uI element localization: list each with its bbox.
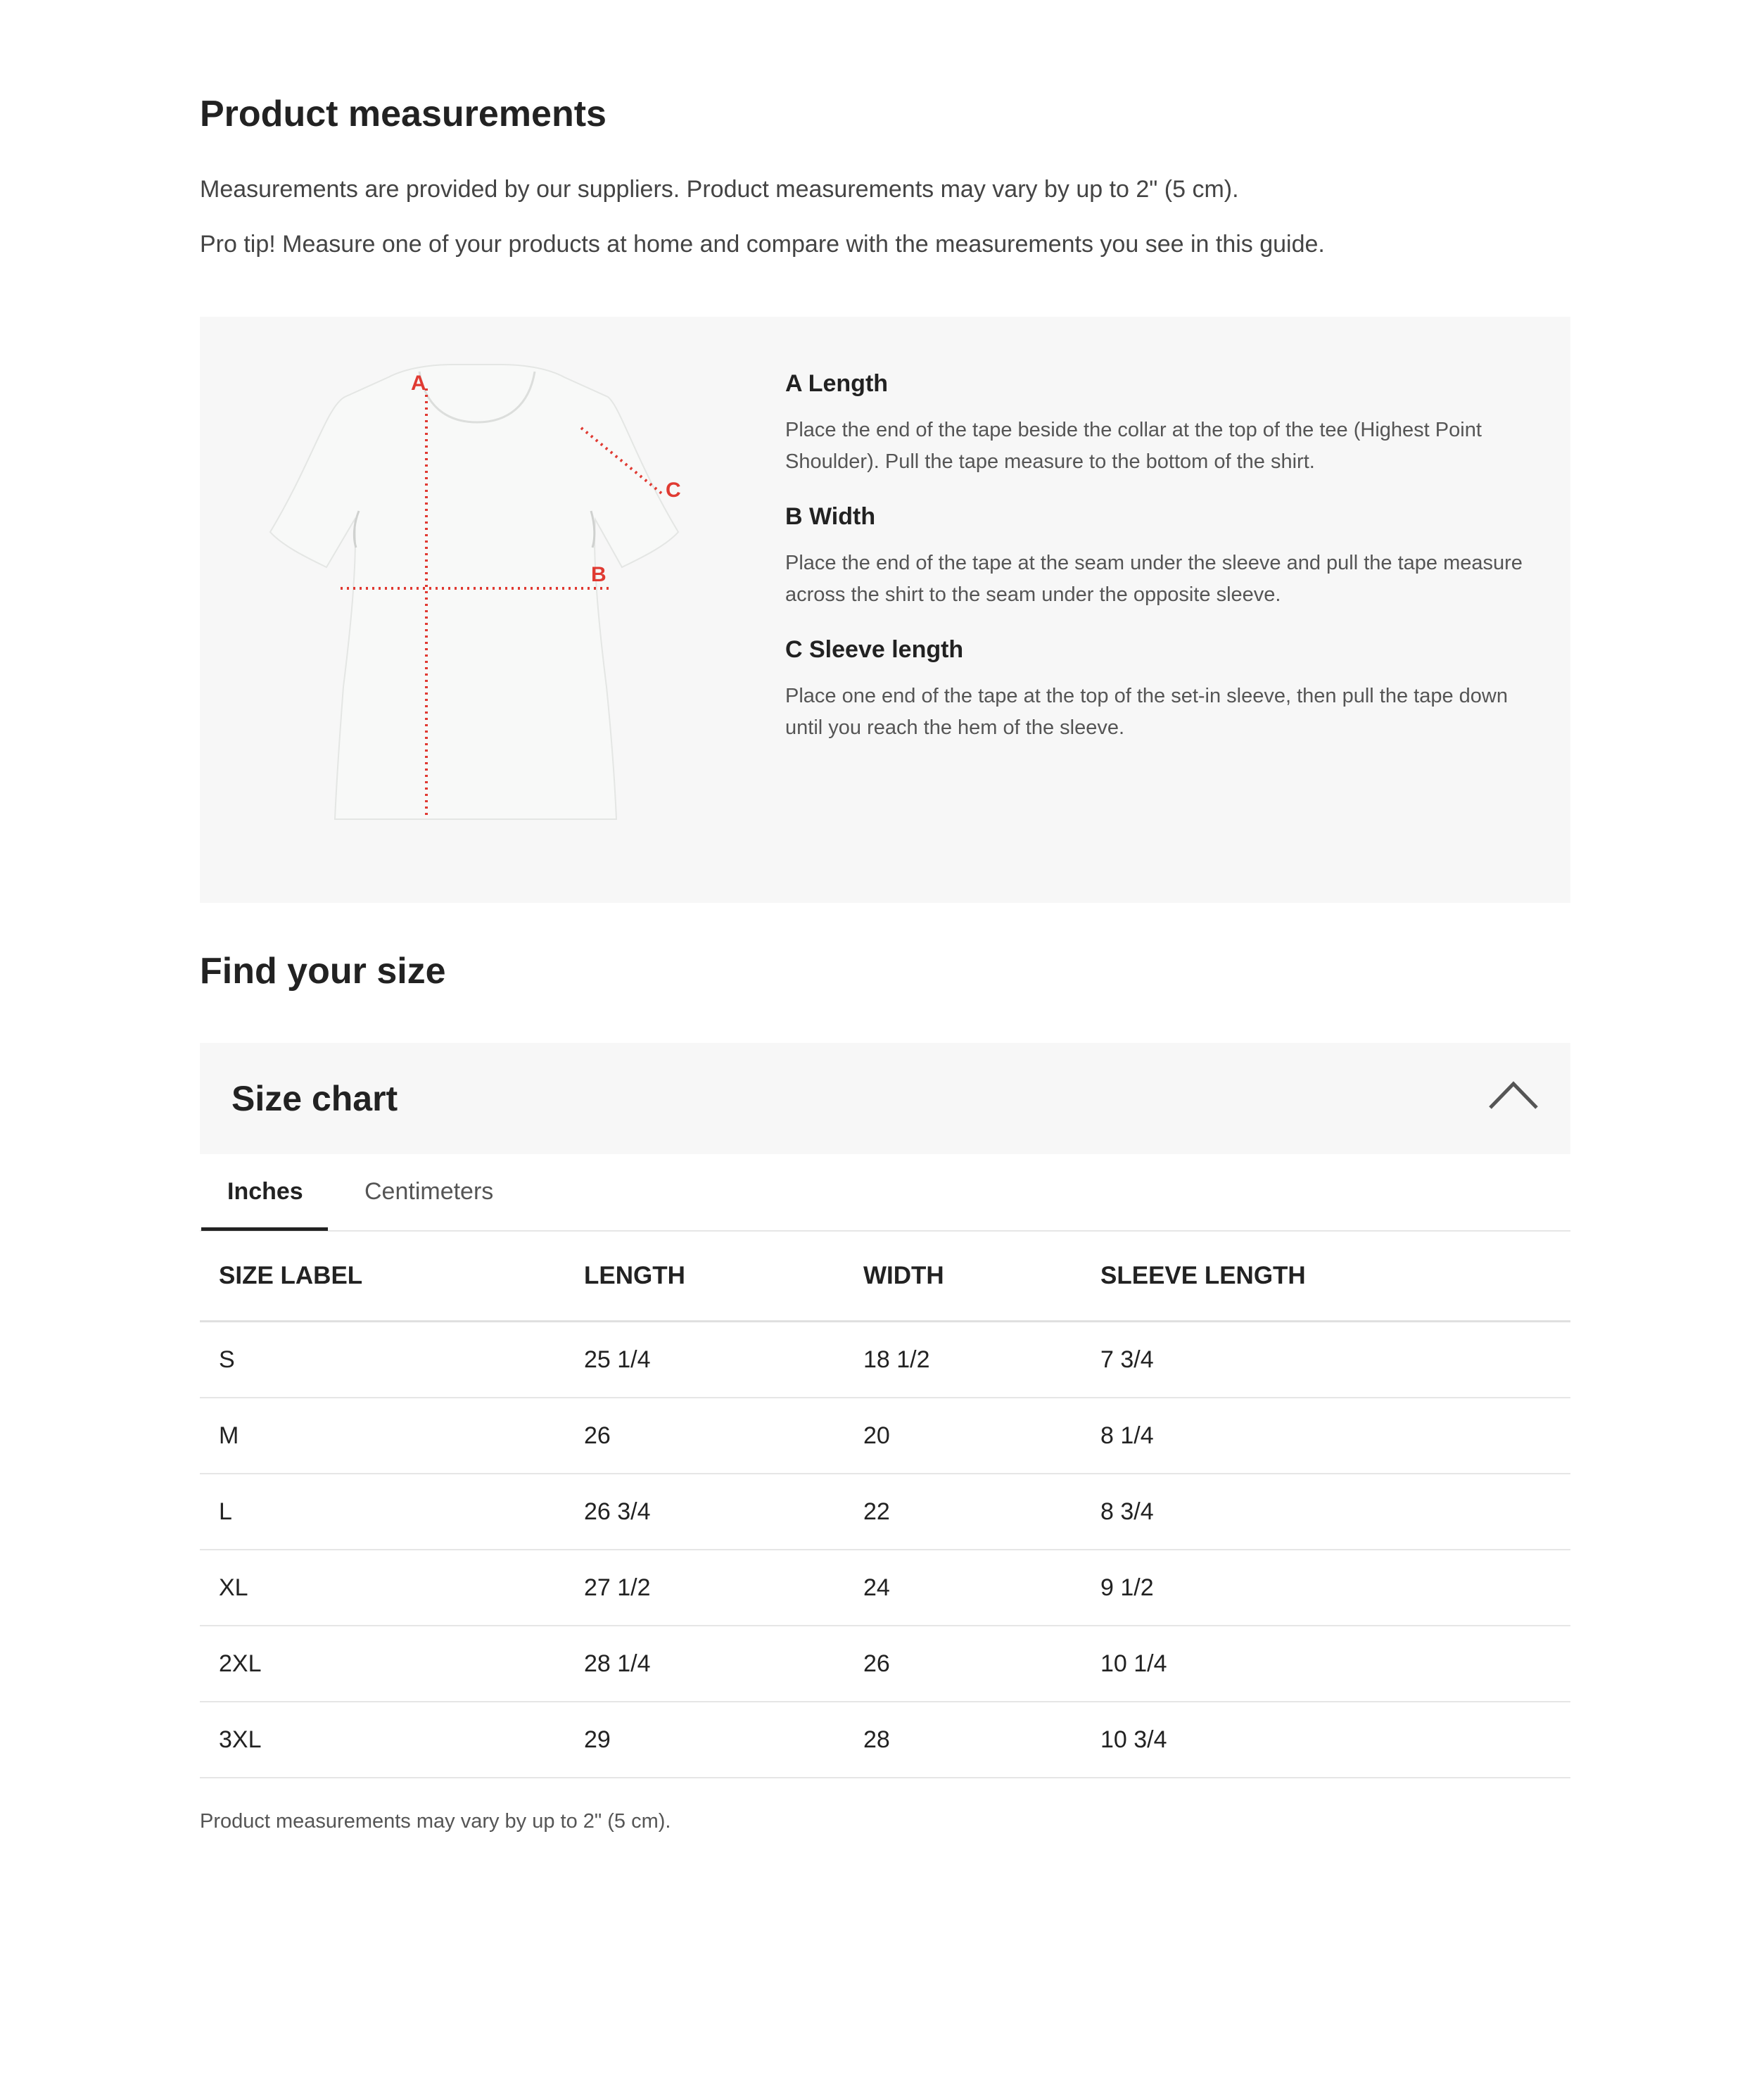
tab-centimeters[interactable]: Centimeters: [364, 1178, 494, 1205]
tshirt-diagram: [256, 363, 763, 828]
column-header-sleeve-length: SLEEVE LENGTH: [1081, 1232, 1570, 1322]
sleeve-cell: 10 1/4: [1081, 1626, 1570, 1702]
label-a: A: [411, 372, 426, 395]
size-cell: S: [200, 1322, 565, 1398]
size-cell: 3XL: [200, 1702, 565, 1778]
footnote: Product measurements may vary by up to 2" (5 cm).: [200, 1810, 671, 1833]
measurement-guide: [200, 317, 1570, 903]
size-cell: M: [200, 1398, 565, 1474]
length-cell: 27 1/2: [565, 1550, 844, 1626]
table-row: [200, 1322, 1570, 1398]
table-header-row: [200, 1232, 1570, 1322]
sleeve-title: C Sleeve length: [785, 636, 964, 663]
width-cell: 28: [844, 1702, 1081, 1778]
width-cell: 20: [844, 1398, 1081, 1474]
sleeve-cell: 9 1/2: [1081, 1550, 1570, 1626]
active-tab-indicator: [201, 1227, 328, 1231]
label-c: C: [666, 479, 681, 502]
table-row: [200, 1474, 1570, 1550]
table-row: [200, 1702, 1570, 1778]
table-row: [200, 1550, 1570, 1626]
tshirt-shape: [270, 365, 678, 819]
sleeve-cell: 10 3/4: [1081, 1702, 1570, 1778]
length-title: A Length: [785, 370, 889, 397]
width-cell: 24: [844, 1550, 1081, 1626]
length-cell: 26: [565, 1398, 844, 1474]
length-cell: 25 1/4: [565, 1322, 844, 1398]
table-row: [200, 1626, 1570, 1702]
width-title: B Width: [785, 503, 876, 530]
size-cell: 2XL: [200, 1626, 565, 1702]
column-header-length: LENGTH: [565, 1232, 844, 1322]
width-cell: 22: [844, 1474, 1081, 1550]
sleeve-cell: 8 3/4: [1081, 1474, 1570, 1550]
width-cell: 18 1/2: [844, 1322, 1081, 1398]
table-row: [200, 1398, 1570, 1474]
measurement-descriptions: [785, 370, 1545, 769]
tab-inches[interactable]: Inches: [227, 1178, 303, 1205]
length-cell: 28 1/4: [565, 1626, 844, 1702]
size-chart-header[interactable]: [200, 1043, 1570, 1154]
page-title: Product measurements: [200, 94, 607, 134]
pro-tip-text: Pro tip! Measure one of your products at home and compare with the measurements you see in this guide.: [200, 231, 1325, 258]
sleeve-cell: 8 1/4: [1081, 1398, 1570, 1474]
column-header-width: WIDTH: [844, 1232, 1081, 1322]
width-cell: 26: [844, 1626, 1081, 1702]
chevron-up-icon[interactable]: [1487, 1080, 1539, 1111]
size-table: [200, 1232, 1570, 1778]
intro-text: Measurements are provided by our suppliers. Product measurements may vary by up to 2" (5 cm).: [200, 176, 1239, 203]
find-size-heading: Find your size: [200, 951, 446, 992]
size-cell: L: [200, 1474, 565, 1550]
unit-tabs: [200, 1154, 1570, 1232]
length-cell: 26 3/4: [565, 1474, 844, 1550]
size-chart-title: Size chart: [231, 1079, 398, 1118]
width-description: Place the end of the tape at the seam under the sleeve and pull the tape measure across the shirt to the seam under the opposite sleeve.: [785, 552, 1523, 606]
label-b: B: [591, 563, 607, 586]
length-cell: 29: [565, 1702, 844, 1778]
column-header-size-label: SIZE LABEL: [200, 1232, 565, 1322]
length-description: Place the end of the tape beside the collar at the top of the tee (Highest Point Shoulder). Pull the tape measure to the bottom of the shirt.: [785, 419, 1482, 473]
size-cell: XL: [200, 1550, 565, 1626]
sleeve-cell: 7 3/4: [1081, 1322, 1570, 1398]
sleeve-description: Place one end of the tape at the top of the set-in sleeve, then pull the tape down until you reach the hem of the sleeve.: [785, 685, 1509, 739]
